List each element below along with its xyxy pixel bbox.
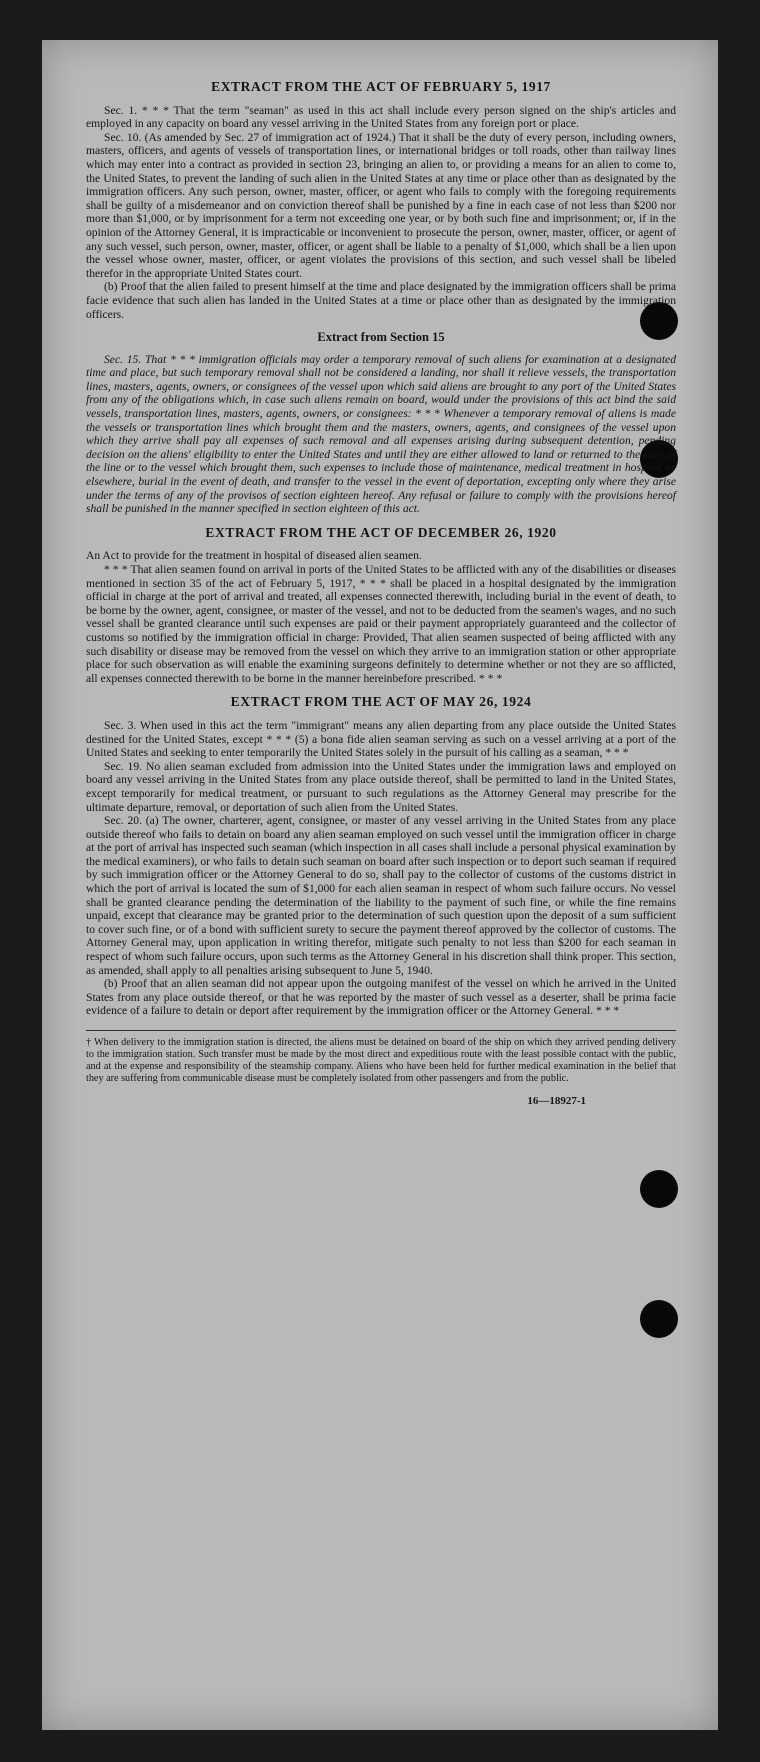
section-act-1917 [86, 80, 676, 321]
section-heading: EXTRACT FROM THE ACT OF FEBRUARY 5, 1917 [211, 79, 551, 94]
section-act-1920 [86, 526, 676, 686]
paragraph: Sec. 10. (As amended by Sec. 27 of immigration act of 1924.) That it shall be the duty of every person, including owners, masters, officers, and agents of vessels of transportation lines, or international bridges or toll roads, other than railway lines which may enter into a contract as provided in section 23, bringing an alien to, or providing a means for an alien to come to, the United States, to prevent the landing of such alien in the United States at any time or place other than as designated by the immigration officers. Any such person, owner, master, officer, or agent who fails to comply with the foregoing requirements shall be guilty of a misdemeanor and on conviction thereof shall be punished by a fine in each case of not less than $200 nor more than $1,000, or by imprisonment for a term not exceeding one year, or by both such fine and imprisonment; or, if in the opinion of the Attorney General, it is impracticable or inconvenient to prosecute the person, owner, master, officer, or agent of any such vessel, such person, owner, master, officer, or agent shall be liable to a penalty of $1,000, which shall be a lien upon the vessel whose owner, master, officer, or agent violates the provisions of this section, and such vessel shall be libeled therefor in the appropriate United States court. [86, 130, 676, 280]
paragraph: Sec. 20. (a) The owner, charterer, agent, consignee, or master of any vessel arriving in the United States from any place outside thereof who fails to detain on board any alien seaman employed on such vessel until the immigration officer in charge at the port of arrival has inspected such seaman (which inspection in all cases shall include a personal physical examination by the medical examiners), or who fails to detain such seaman on board after such inspection or to deport such seaman if required by such immigration officer or the Attorney General to do so, shall pay to the collector of customs of the customs district in which the port of arrival is located the sum of $1,000 for each alien seaman in respect of whom such failure occurs. No vessel shall be granted clearance pending the determination of the liability to the payment of such fine, or while the fine remains unpaid, except that clearance may be granted prior to the determination of such question upon the deposit of a sum sufficient to cover such fine, or of a bond with sufficient surety to secure the payment thereof approved by the collector of customs. The Attorney General may, upon application in writing therefor, mitigate such penalty to not less than $200 for each seaman in respect of whom such failure occurs, upon such terms as the Attorney General in his discretion shall think proper. This section, as amended, shall apply to all penalties arising subsequent to June 5, 1940. [86, 814, 676, 977]
paragraph: (b) Proof that the alien failed to present himself at the time and place designated by the immigration officers shall be prima facie evidence that such alien has landed in the United States at a time or place other than as designated by the immigration officers. [86, 280, 676, 321]
paragraph: (b) Proof that an alien seaman did not appear upon the outgoing manifest of the vessel on which he arrived in the United States from any place outside thereof, or that he was reported by the master of such vessel as a deserter, shall be prima facie evidence of a failure to detain or deport after requirement by the immigration officer or the Attorney General. * * * [86, 977, 676, 1018]
paragraph: Sec. 19. No alien seaman excluded from admission into the United States under the immigration laws and employed on board any vessel arriving in the United States from any place outside thereof, shall be permitted to land in the United States, except temporarily for medical treatment, or pursuant to such regulations as the Attorney General may prescribe for the ultimate departure, removal, or deportation of such alien from the United States. [86, 759, 676, 814]
section-heading: EXTRACT FROM THE ACT OF DECEMBER 26, 1920 [205, 524, 557, 540]
paragraph: An Act to provide for the treatment in hospital of diseased alien seamen. [86, 549, 422, 563]
footnote: † When delivery to the immigration station is directed, the aliens must be detained on board of the ship on which they arrived pending delivery to the immigration station. Such transfer must be made by the most direct and expeditious route with the least possible contact with the public, and at the expense and responsibility of the steamship company. Aliens who have been held for further medical examination in the belief that they are suffering from communicable disease must be completely isolated from other passengers and from the public. [86, 1030, 676, 1085]
document-body [86, 80, 676, 1109]
paragraph: Sec. 3. When used in this act the term "immigrant" means any alien departing from any place outside the United States destined for the United States, except * * * (5) a bona fide alien seaman serving as such on a vessel arriving at a port of the United States and seeking to enter temporarily the United States solely in the pursuit of his calling as a seaman, * * * [86, 718, 676, 760]
section-act-1924 [86, 695, 676, 1018]
section-heading: EXTRACT FROM THE ACT OF MAY 26, 1924 [230, 694, 532, 710]
document-page [42, 40, 718, 1730]
section-15-extract [86, 331, 676, 516]
punch-hole [640, 1170, 678, 1208]
paragraph: Sec. 15. That * * * immigration officials may order a temporary removal of such aliens for examination at a designated time and place, but such temporary removal shall not be considered a landing, nor shall it relieve vessels, the transportation lines, masters, agents, owners, or consignees of the vessel upon which said aliens are brought to any port of the United States from any of the obligations which, in case such aliens remain on board, would under the provisions of this act bind the said vessels, transportation lines, masters, agents, owners, or consignees: * * * Whenever a temporary removal of aliens is made the vessels or transportation lines which brought them and the masters, owners, agents, and consignees of the vessel upon which they arrive shall pay all expenses of such removal and all expenses arising during subsequent detention, pending decision on the aliens' eligibility to enter the United States and until they are either allowed to land or returned to the care of the line or to the vessel which brought them, such expenses to include those of maintenance, medical treatment in hospital or elsewhere, burial in the event of death, and transfer to the vessel in the event of deportation, excepting only where they arise under the terms of any of the provisos of section eighteen hereof. Any refusal or failure to comply with the provisions hereof shall be punished in the manner specified in section eighteen of this act. [86, 352, 676, 516]
paragraph: * * * That alien seamen found on arrival in ports of the United States to be afflicted with any of the disabilities or diseases mentioned in section 35 of the act of February 5, 1917, * * * shall be placed in a hospital designated by the immigration official in charge at the port of arrival and treated, all expenses connected therewith, including burial in the event of death, to be borne by the owner, agent, consignee, or master of the vessel, and not to be deducted from the seamen's wages, and no such vessel shall be granted clearance until such expenses are paid or their payment appropriately guaranteed and the collector of customs so notified by the immigration official in charge: Provided, That alien seamen suspected of being afflicted with any such disability or disease may be removed from the vessel on which they arrive to an immigration station or other appropriate place for such observation as will enable the examining surgeons definitely to determine whether or not they are so afflicted, all expenses connected therewith to be borne in the manner hereinbefore prescribed. * * * [86, 563, 676, 685]
punch-hole [640, 1300, 678, 1338]
paragraph: Sec. 1. * * * That the term "seaman" as used in this act shall include every person signed on the ship's articles and employed in any capacity on board any vessel arriving in the United States from any foreign port or place. [86, 103, 676, 131]
form-number: 16—18927-1 [527, 1095, 586, 1107]
section-heading: Extract from Section 15 [317, 330, 445, 345]
